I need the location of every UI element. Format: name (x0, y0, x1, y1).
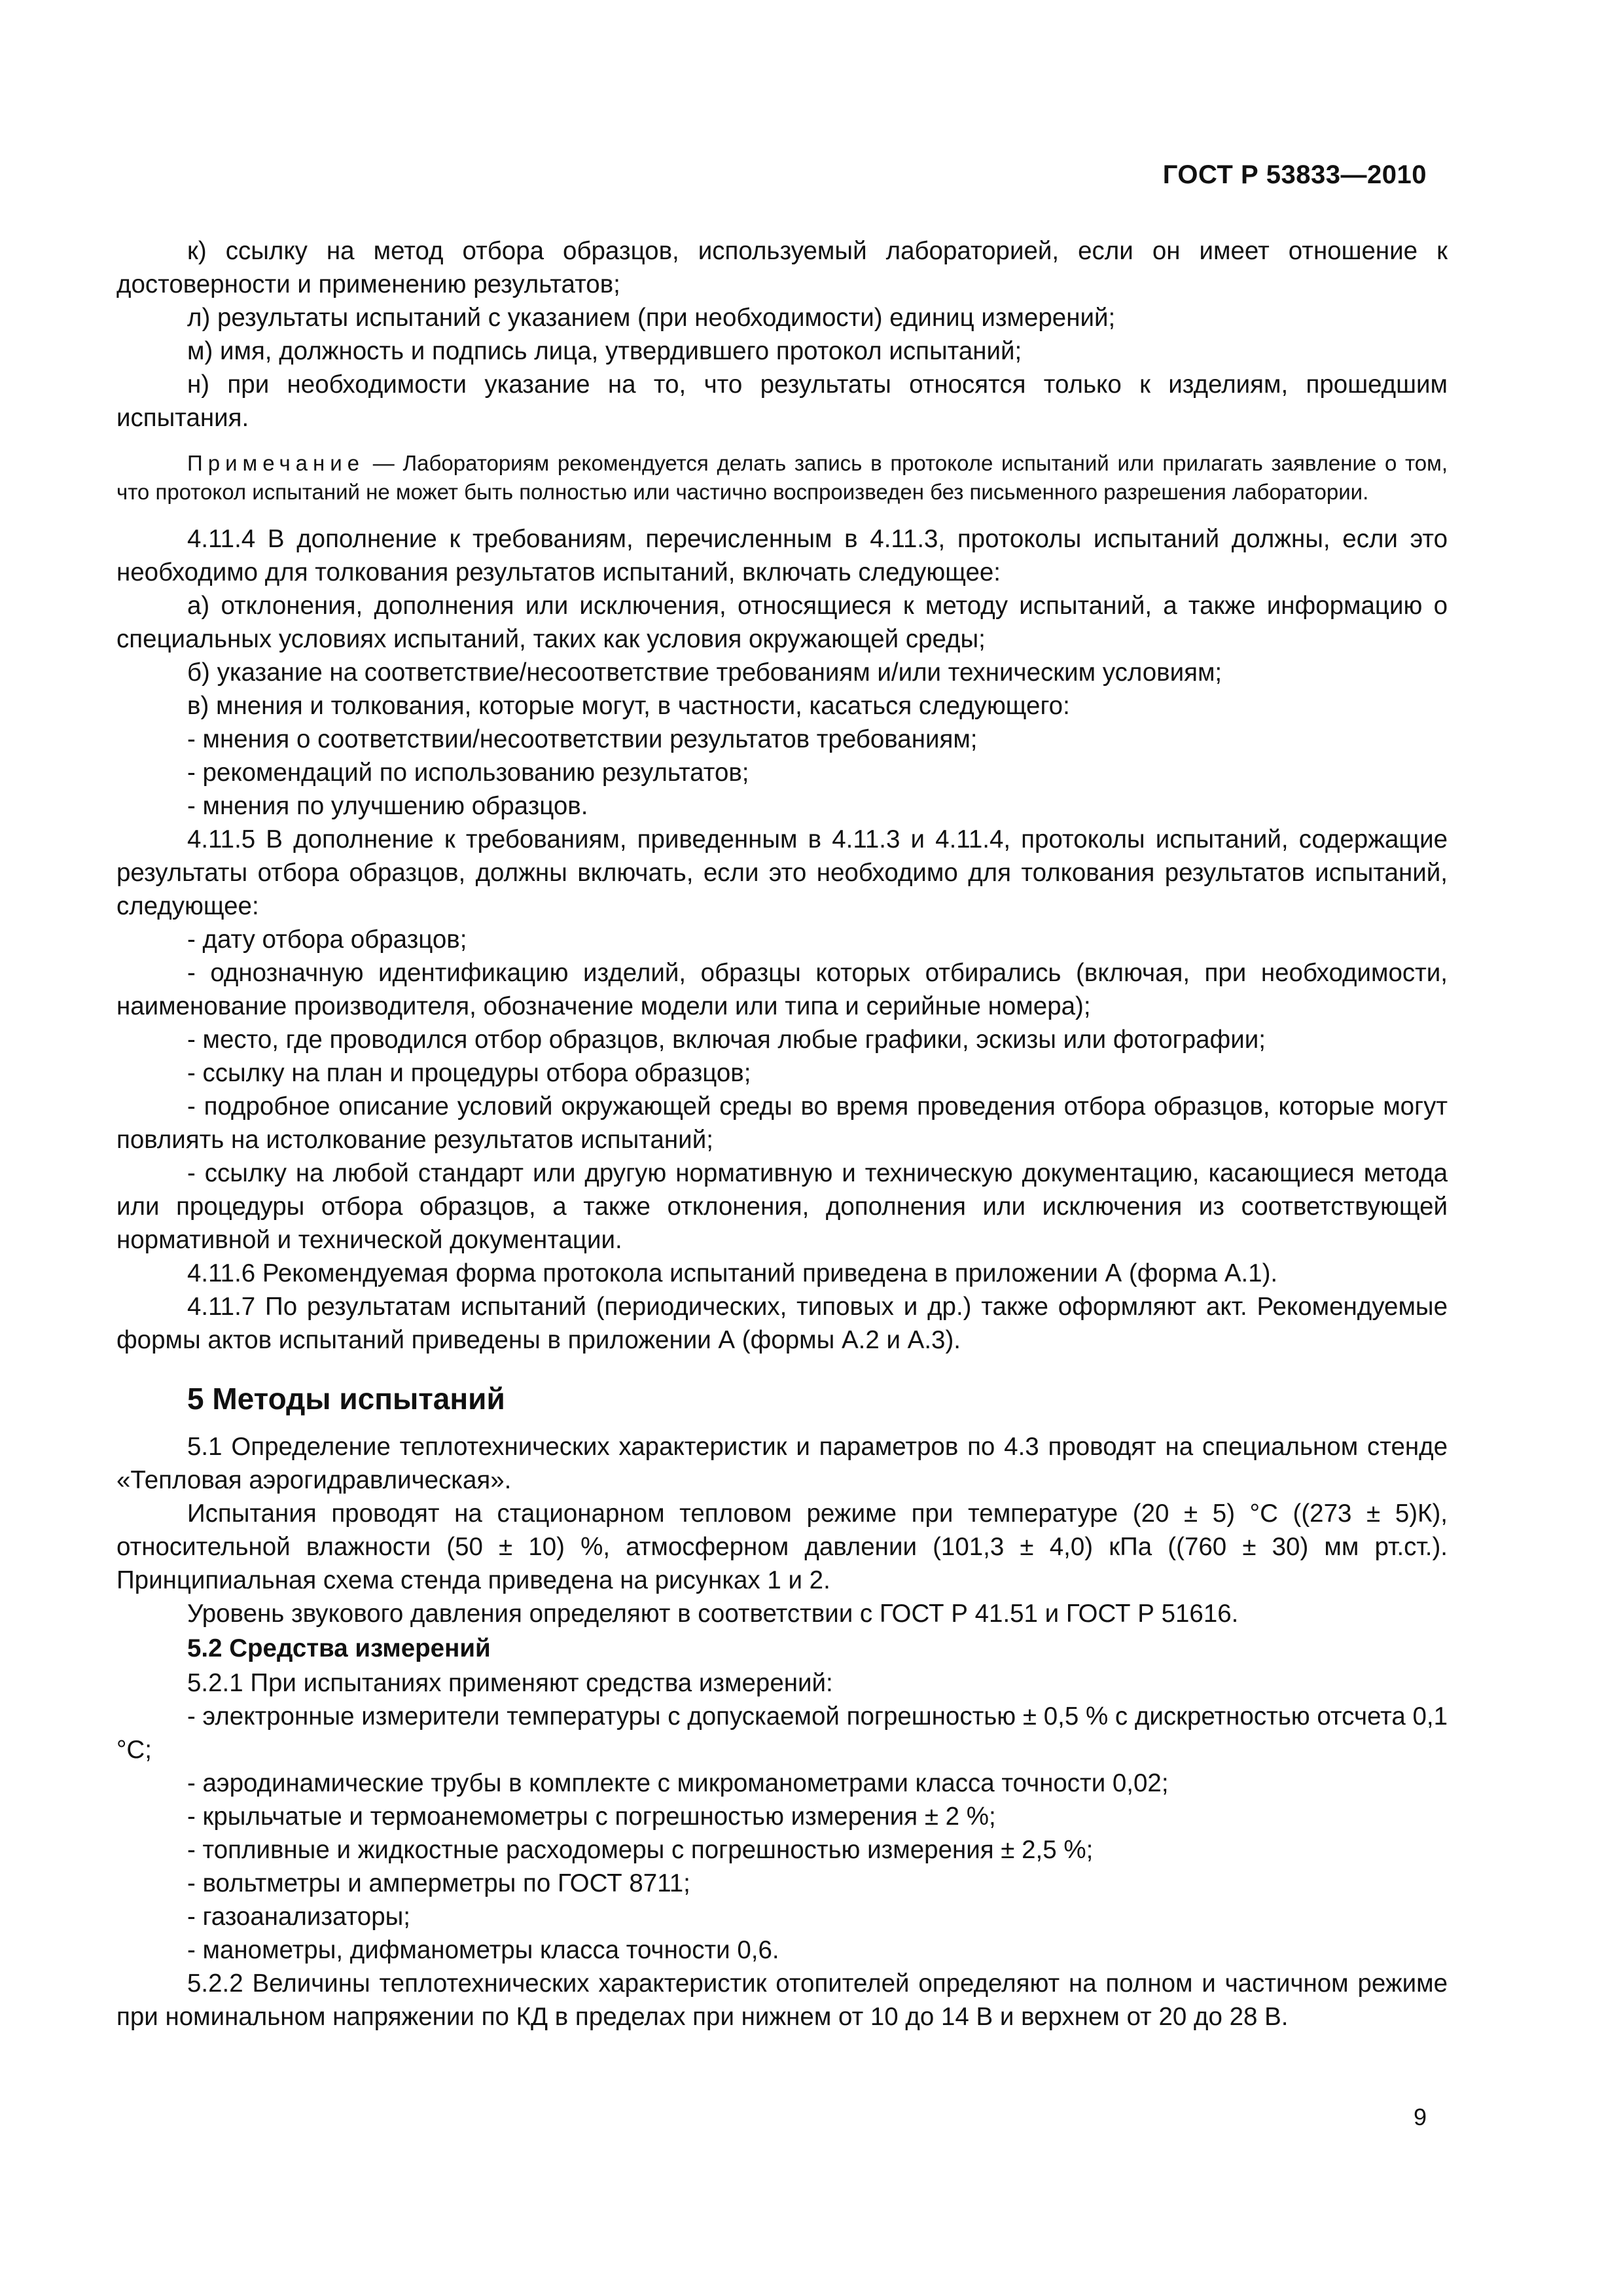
bullet-item: - манометры, дифманометры класса точности 0,6. (187, 1936, 779, 1964)
note-block (116, 449, 1448, 507)
document-code-header: ГОСТ Р 53833—2010 (1162, 160, 1427, 189)
clause-4-11-4: 4.11.4 В дополнение к требованиям, перечисленным в 4.11.3, протоколы испытаний должны, если это необходимо для толкования результатов испытаний, включать следующее: (116, 525, 1448, 586)
bullet-item: - электронные измерители температуры с допускаемой погрешностью ± 0,5 % с дискретностью отсчета 0,1 °С; (116, 1702, 1448, 1764)
section-5-title: 5 Методы испытаний (187, 1382, 505, 1416)
bullet-item: - газоанализаторы; (187, 1903, 410, 1931)
list-item-m: м) имя, должность и подпись лица, утвердившего протокол испытаний; (187, 337, 1022, 365)
page-body (116, 234, 1448, 2034)
page-number: 9 (1413, 2104, 1427, 2130)
list-item-b: б) указание на соответствие/несоответствие требованиям и/или техническим условиям; (187, 658, 1222, 687)
list-item-n: н) при необходимости указание на то, что результаты относятся только к изделиям, прошедшим испытания. (116, 370, 1448, 432)
clause-4-11-7: 4.11.7 По результатам испытаний (периодических, типовых и др.) также оформляют акт. Рекомендуемые формы актов испытаний приведены в приложении А (формы А.2 и А.3). (116, 1293, 1448, 1354)
bullet-item: - топливные и жидкостные расходомеры с погрешностью измерения ± 2,5 %; (187, 1836, 1094, 1864)
bullet-item: - ссылку на любой стандарт или другую нормативную и техническую документацию, касающиеся метода или процедуры отбора образцов, а также отклонения, дополнения или исключения из соответствующей нормативной и технической документации. (116, 1159, 1448, 1254)
bullet-item: - крыльчатые и термоанемометры с погрешностью измерения ± 2 %; (187, 1803, 996, 1831)
note-label: Примечание (187, 451, 365, 475)
note-dash: — (365, 451, 403, 475)
bullet-item: - вольтметры и амперметры по ГОСТ 8711; (187, 1869, 690, 1897)
bullet-item: - ссылку на план и процедуры отбора образцов; (187, 1059, 751, 1087)
test-conditions-paragraph: Испытания проводят на стационарном тепловом режиме при температуре (20 ± 5) °С ((273 ± 5)К), относительной влажности (50 ± 10) %, атмосферном давлении (101,3 ± 4,0) кПа ((760 ± 30) мм рт.ст.). Принципиальная схема стенда приведена на рисунках 1 и 2. (116, 1499, 1448, 1594)
list-item-l: л) результаты испытаний с указанием (при необходимости) единиц измерений; (187, 304, 1116, 332)
clause-5-2-1: 5.2.1 При испытаниях применяют средства измерений: (187, 1669, 833, 1697)
bullet-item: - мнения по улучшению образцов. (187, 792, 588, 820)
bullet-item: - однозначную идентификацию изделий, образцы которых отбирались (включая, при необходимости, наименование производителя, обозначение модели или типа и серийные номера); (116, 959, 1448, 1020)
bullet-item: - подробное описание условий окружающей среды во время проведения отбора образцов, которые могут повлиять на истолкование результатов испытаний; (116, 1092, 1448, 1154)
list-item-v: в) мнения и толкования, которые могут, в частности, касаться следующего: (187, 692, 1070, 720)
bullet-item: - дату отбора образцов; (187, 925, 467, 954)
bullet-item: - рекомендаций по использованию результатов; (187, 759, 749, 787)
subsection-5-2-title: 5.2 Средства измерений (187, 1634, 491, 1662)
clause-5-1: 5.1 Определение теплотехнических характеристик и параметров по 4.3 проводят на специальном стенде «Тепловая аэрогидравлическая». (116, 1433, 1448, 1494)
list-item-a: а) отклонения, дополнения или исключения, относящиеся к методу испытаний, а также информацию о специальных условиях испытаний, таких как условия окружающей среды; (116, 592, 1448, 653)
list-item-k: к) ссылку на метод отбора образцов, используемый лабораторией, если он имеет отношение к достоверности и применению результатов; (116, 237, 1448, 298)
clause-4-11-6: 4.11.6 Рекомендуемая форма протокола испытаний приведена в приложении А (форма А.1). (187, 1259, 1278, 1287)
bullet-item: - мнения о соответствии/несоответствии результатов требованиям; (187, 725, 978, 753)
note-text: Лабораториям рекомендуется делать запись в протоколе испытаний или прилагать заявление о том, что протокол испытаний не может быть полностью или частично воспроизведен без письменного разрешения лаборатории. (116, 451, 1448, 504)
sound-level-paragraph: Уровень звукового давления определяют в соответствии с ГОСТ Р 41.51 и ГОСТ Р 51616. (187, 1600, 1239, 1628)
bullet-item: - аэродинамические трубы в комплекте с микроманометрами класса точности 0,02; (187, 1769, 1169, 1797)
clause-5-2-2: 5.2.2 Величины теплотехнических характеристик отопителей определяют на полном и частичном режиме при номинальном напряжении по КД в пределах при нижнем от 10 до 14 В и верхнем от 20 до 28 В. (116, 1969, 1448, 2031)
bullet-item: - место, где проводился отбор образцов, включая любые графики, эскизы или фотографии; (187, 1026, 1266, 1054)
clause-4-11-5: 4.11.5 В дополнение к требованиям, приведенным в 4.11.3 и 4.11.4, протоколы испытаний, содержащие результаты отбора образцов, должны включать, если это необходимо для толкования результатов испытаний, следующее: (116, 825, 1448, 920)
